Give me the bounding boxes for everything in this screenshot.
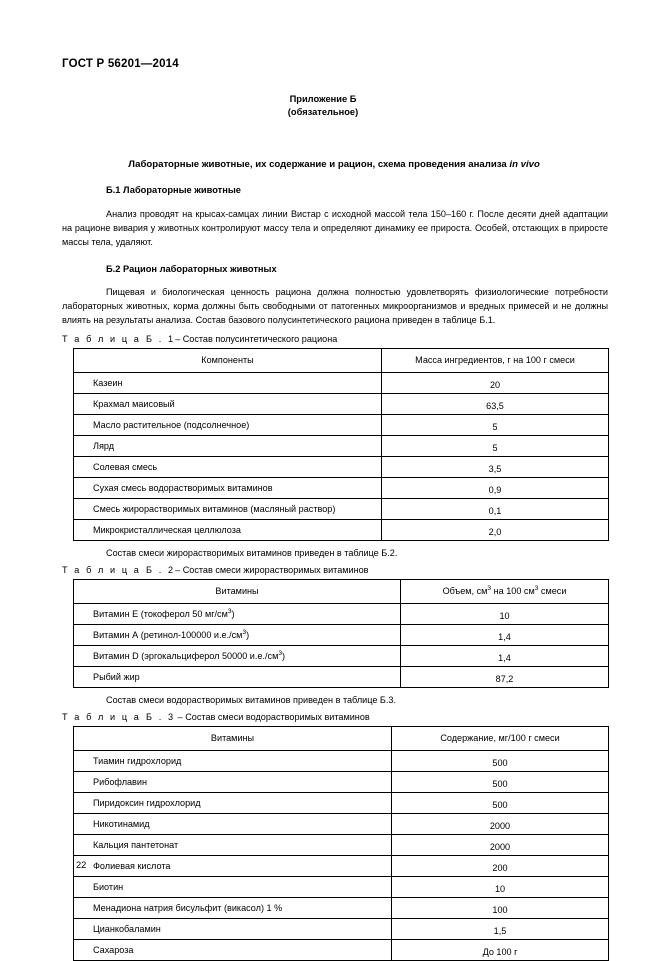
table1-cell-label: Крахмал маисовый [74, 393, 382, 414]
annex-title: Приложение Б [289, 94, 357, 104]
table1-cell-label: Микрокристаллическая целлюлоза [74, 519, 382, 540]
table1-cell-value: 3,5 [382, 456, 609, 477]
table-row [74, 813, 609, 834]
table2-cell-label: Витамин Е (токоферол 50 $мг/см^3$) [74, 603, 401, 624]
annex-heading [62, 93, 608, 119]
table3-caption-label: Т а б л и ц а [62, 711, 141, 722]
table1-caption-number: Б . 1 [146, 333, 176, 344]
table-row [74, 603, 609, 624]
table-header-row [74, 348, 609, 372]
table3-cell-value: 10 [392, 876, 609, 897]
table-row [74, 855, 609, 876]
table1-cell-label: Сухая смесь водорастворимых витаминов [74, 477, 382, 498]
table-row [74, 435, 609, 456]
table2-caption-label: Т а б л и ц а [62, 564, 141, 575]
table3-cell-value: 500 [392, 792, 609, 813]
table-row [74, 897, 609, 918]
table1-cell-label: Солевая смесь [74, 456, 382, 477]
table-row [74, 918, 609, 939]
table-row [74, 372, 609, 393]
table2-cell-label: Витамин А (ретинол-100000 $и.е./см^3$) [74, 624, 401, 645]
table3-caption [62, 712, 608, 722]
section-heading-b2: Б.2 Рацион лабораторных животных [106, 263, 277, 274]
table3-cell-value: 500 [392, 771, 609, 792]
table-fat-soluble-vitamins [73, 579, 609, 688]
table-semisynthetic-diet [73, 348, 609, 541]
table3-cell-value: До 100 г [392, 939, 609, 960]
table-row [74, 645, 609, 666]
table-row [74, 666, 609, 687]
table2-col-volume: Объем, $см^3$ на 100 $см^3$ смеси [401, 579, 609, 603]
table2-caption [62, 565, 608, 575]
table-row [74, 750, 609, 771]
table3-col-content: Содержание, мг/100 г смеси [392, 726, 609, 750]
note-after-table2: Состав смеси водорастворимых витаминов приведен в таблице Б.3. [106, 694, 397, 705]
table1-cell-value: 20 [382, 372, 609, 393]
table2-cell-value: 10 [401, 603, 609, 624]
table1-caption-label: Т а б л и ц а [62, 333, 141, 344]
table1-cell-label: Масло растительное (подсолнечное) [74, 414, 382, 435]
table-row [74, 414, 609, 435]
table1-cell-value: 5 [382, 414, 609, 435]
table3-cell-label: Кальция пантетонат [74, 834, 392, 855]
standard-number: ГОСТ Р 56201—2014 [62, 58, 179, 70]
page-title-italic: in vivo [509, 158, 540, 170]
table3-cell-label: Пиридоксин гидрохлорид [74, 792, 392, 813]
table-row [74, 498, 609, 519]
table2-caption-title: – Состав смеси жирорастворимых витаминов [175, 564, 369, 575]
table1-cell-value: 0,1 [382, 498, 609, 519]
table-row [74, 876, 609, 897]
table3-cell-value: 2000 [392, 834, 609, 855]
table-row [74, 456, 609, 477]
table1-cell-value: 5 [382, 435, 609, 456]
table1-col-components: Компоненты [74, 348, 382, 372]
table1-cell-value: 0,9 [382, 477, 609, 498]
table3-caption-title: – Состав смеси водорастворимых витаминов [177, 711, 370, 722]
table1-cell-label: Лярд [74, 435, 382, 456]
table3-cell-label: Сахароза [74, 939, 392, 960]
table2-cell-value: 1,4 [401, 645, 609, 666]
table-row [74, 624, 609, 645]
table2-cell-value: 1,4 [401, 624, 609, 645]
table3-caption-number: Б . 3 [146, 711, 176, 722]
table3-cell-label: Биотин [74, 876, 392, 897]
section-paragraph-b2: Пищевая и биологическая ценность рациона должна полностью удовлетворять физиологические потребности лабораторных животных, корма должны быть свободными от патогенных микроорганизмов и вредных примесей и не должны влиять на результаты анализа. Состав базового полусинтетического рациона приведен в таблице Б.1. [62, 286, 608, 325]
table-row [74, 834, 609, 855]
table3-cell-value: 500 [392, 750, 609, 771]
table3-cell-label: Никотинамид [74, 813, 392, 834]
section-heading-b1: Б.1 Лабораторные животные [106, 184, 241, 195]
table-row [74, 393, 609, 414]
note-after-table1: Состав смеси жирорастворимых витаминов приведен в таблице Б.2. [106, 547, 398, 558]
table1-cell-value: 2,0 [382, 519, 609, 540]
table1-cell-label: Смесь жирорастворимых витаминов (масляный раствор) [74, 498, 382, 519]
table3-cell-value: 1,5 [392, 918, 609, 939]
table-row [74, 477, 609, 498]
table1-cell-label: Казеин [74, 372, 382, 393]
table1-col-mass: Масса ингредиентов, г на 100 г смеси [382, 348, 609, 372]
page-title [62, 159, 608, 170]
table2-col-vitamins: Витамины [74, 579, 401, 603]
table3-cell-label: Менадиона натрия бисульфит (викасол) 1 % [74, 897, 392, 918]
page-title-plain: Лабораторные животные, их содержание и рацион, схема проведения анализа [128, 158, 510, 170]
table-header-row [74, 579, 609, 603]
table3-cell-value: 200 [392, 855, 609, 876]
page-number: 22 [76, 860, 87, 870]
table-row [74, 939, 609, 960]
annex-subtitle: (обязательное) [287, 106, 359, 117]
page-content [62, 58, 608, 961]
table-row [74, 771, 609, 792]
table1-cell-value: 63,5 [382, 393, 609, 414]
table2-cell-label: Рыбий жир [74, 666, 401, 687]
table3-cell-label: Тиамин гидрохлорид [74, 750, 392, 771]
table-row [74, 519, 609, 540]
table3-cell-value: 100 [392, 897, 609, 918]
table1-caption [62, 334, 608, 344]
table-row [74, 792, 609, 813]
table2-caption-number: Б . 2 [146, 564, 176, 575]
table-water-soluble-vitamins [73, 726, 609, 961]
table3-cell-label: Рибофлавин [74, 771, 392, 792]
table2-cell-value: 87,2 [401, 666, 609, 687]
table2-cell-label: Витамин D (эргокальциферол 50000 $и.е./см^3$) [74, 645, 401, 666]
table3-cell-label: Фолиевая кислота [74, 855, 392, 876]
table3-col-vitamins: Витамины [74, 726, 392, 750]
table-header-row [74, 726, 609, 750]
table3-cell-value: 2000 [392, 813, 609, 834]
table1-caption-title: – Состав полусинтетического рациона [175, 333, 338, 344]
section-paragraph-b1: Анализ проводят на крысах-самцах линии Вистар с исходной массой тела 150–160 г. После десяти дней адаптации на рационе вивария у животных контролируют массу тела и определяют динамику ее прироста. Особей, отстающих в приросте массы тела, удаляют. [62, 208, 608, 247]
table3-cell-label: Цианкобаламин [74, 918, 392, 939]
